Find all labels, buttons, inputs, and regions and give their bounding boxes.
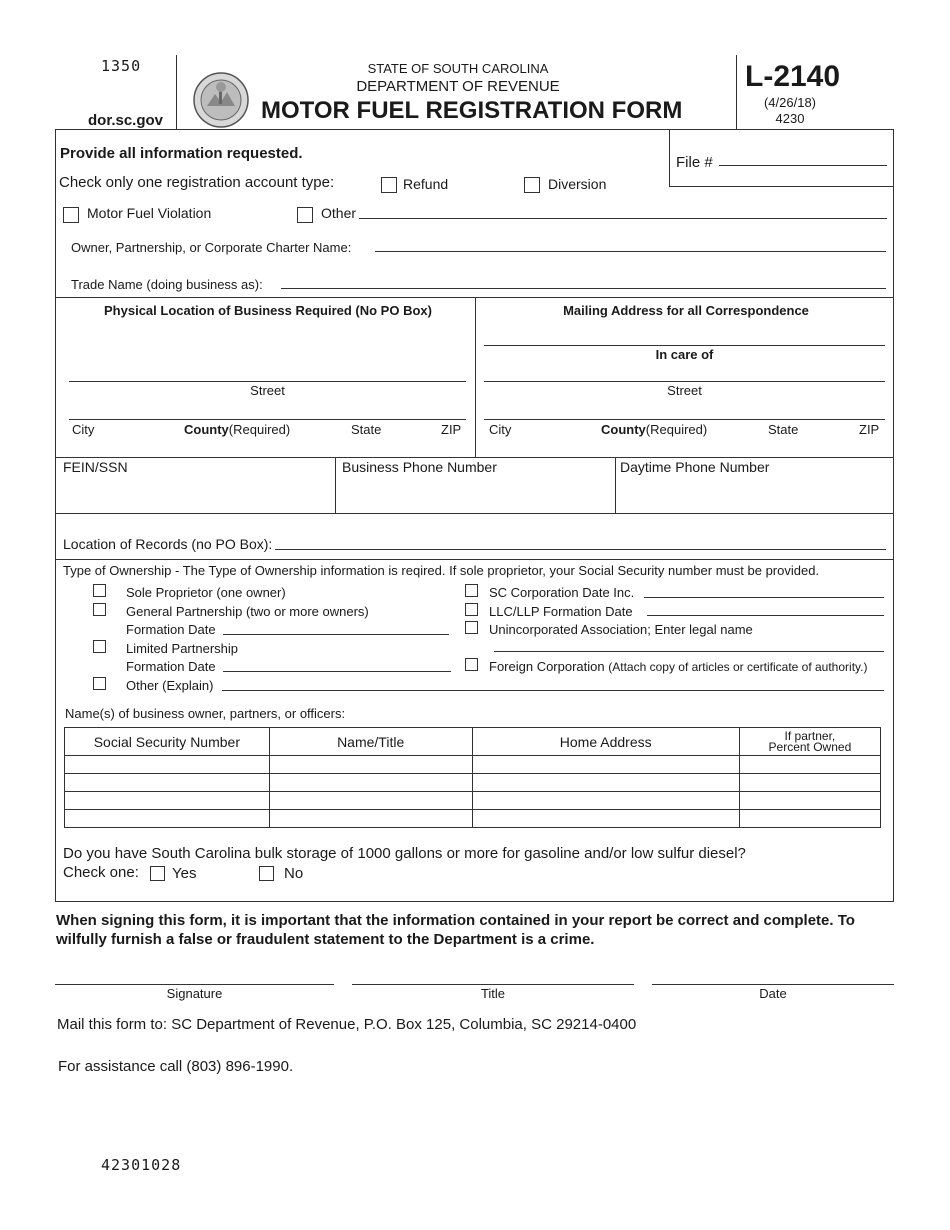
- foreign-corporation-text: Foreign Corporation: [489, 659, 605, 674]
- physical-street-label: Street: [250, 383, 285, 398]
- daytime-phone-label: Daytime Phone Number: [620, 459, 770, 475]
- unincorporated-checkbox[interactable]: [465, 621, 478, 634]
- general-partnership-label: General Partnership (two or more owners): [126, 604, 369, 619]
- llc-llp-checkbox[interactable]: [465, 603, 478, 616]
- col-percent-owned-header: [739, 728, 880, 756]
- table-row: [65, 774, 881, 792]
- sole-proprietor-label: Sole Proprietor (one owner): [126, 585, 286, 600]
- other-account-label: Other: [321, 205, 357, 221]
- ssn-cell[interactable]: [65, 774, 270, 792]
- id-divider-2: [615, 457, 616, 513]
- general-partnership-checkbox[interactable]: [93, 603, 106, 616]
- account-type-label: Check only one registration account type:: [59, 174, 335, 191]
- name-title-cell[interactable]: [269, 792, 472, 810]
- address-divider: [475, 297, 476, 457]
- header-divider-left: [176, 55, 177, 130]
- other-account-checkbox[interactable]: [297, 207, 313, 223]
- owner-name-label: Owner, Partnership, or Corporate Charter Name:: [71, 240, 352, 255]
- sole-proprietor-checkbox[interactable]: [93, 584, 106, 597]
- table-row: [65, 756, 881, 774]
- mail-to-text: Mail this form to: SC Department of Revenue, P.O. Box 125, Columbia, SC 29214-0400: [57, 1016, 637, 1033]
- physical-zip-label: ZIP: [441, 422, 462, 437]
- date-field[interactable]: [652, 984, 894, 985]
- business-phone-label: Business Phone Number: [342, 459, 497, 475]
- file-number-label: File #: [676, 154, 713, 171]
- mailing-city-field[interactable]: [484, 419, 885, 420]
- physical-county-label: [184, 422, 290, 437]
- date-label: Date: [759, 986, 787, 1001]
- form-code-top: 1350: [101, 57, 142, 75]
- barcode-number: 42301028: [101, 1156, 182, 1174]
- signature-field[interactable]: [55, 984, 334, 985]
- physical-state-label: State: [351, 422, 382, 437]
- mailing-street-label: Street: [667, 383, 702, 398]
- llc-llp-date-field[interactable]: [647, 615, 884, 616]
- other-ownership-label: Other (Explain): [126, 678, 214, 693]
- form-title: MOTOR FUEL REGISTRATION FORM: [261, 97, 683, 124]
- form-number: L-2140: [745, 60, 841, 93]
- other-ownership-checkbox[interactable]: [93, 677, 106, 690]
- percent-owned-cell[interactable]: [739, 810, 880, 828]
- title-label: Title: [480, 986, 506, 1001]
- trade-name-field[interactable]: [281, 288, 886, 289]
- state-seal-icon: [193, 72, 249, 128]
- in-care-of-field[interactable]: [484, 345, 885, 346]
- foreign-corporation-note: (Attach copy of articles or certificate of authority.): [608, 660, 868, 674]
- title-field[interactable]: [352, 984, 634, 985]
- llc-llp-label: LLC/LLP Formation Date: [489, 604, 633, 619]
- home-address-cell[interactable]: [472, 810, 739, 828]
- state-name: STATE OF SOUTH CAROLINA: [367, 61, 549, 76]
- ssn-cell[interactable]: [65, 792, 270, 810]
- refund-label: Refund: [403, 176, 449, 192]
- mailing-address-heading: Mailing Address for all Correspondence: [563, 303, 809, 318]
- table-row: [65, 810, 881, 828]
- owners-table-header-row: [65, 728, 881, 756]
- foreign-corporation-checkbox[interactable]: [465, 658, 478, 671]
- mailing-zip-label: ZIP: [859, 422, 880, 437]
- mailing-city-label: City: [489, 422, 512, 437]
- foreign-corporation-label: [489, 659, 867, 674]
- signature-warning: When signing this form, it is important that the information contained in your report be correct and complete. To wilfully furnish a false or fraudulent statement to the Department is a crime.: [56, 912, 855, 948]
- department-name: DEPARTMENT OF REVENUE: [356, 78, 560, 95]
- owners-table: [64, 727, 881, 828]
- name-title-cell[interactable]: [269, 774, 472, 792]
- col-name-title-header: Name/Title: [269, 728, 472, 756]
- assistance-text: For assistance call (803) 896-1990.: [58, 1058, 294, 1075]
- ownership-top-rule: [55, 559, 894, 560]
- physical-city-field[interactable]: [69, 419, 466, 420]
- physical-county-text: County: [184, 422, 229, 437]
- id-row-bottom-rule: [55, 513, 894, 514]
- refund-checkbox[interactable]: [381, 177, 397, 193]
- in-care-of-label: In care of: [655, 347, 714, 362]
- unincorporated-label: Unincorporated Association; Enter legal name: [489, 622, 753, 637]
- bulk-yes-label: Yes: [172, 865, 197, 882]
- col-home-address-header: Home Address: [472, 728, 739, 756]
- revision-date: (4/26/18): [763, 95, 817, 110]
- general-formation-date-label: Formation Date: [126, 622, 216, 637]
- general-formation-date-field[interactable]: [223, 634, 449, 635]
- sc-corporation-date-field[interactable]: [644, 597, 884, 598]
- mailing-county-label: [601, 422, 707, 437]
- physical-county-required: (Required): [228, 422, 291, 437]
- percent-owned-line2: Percent Owned: [768, 739, 852, 754]
- table-row: [65, 792, 881, 810]
- provide-all-text: Provide all information requested.: [60, 145, 303, 162]
- mailing-county-text: County: [601, 422, 646, 437]
- percent-owned-line1: If partner,: [784, 728, 836, 743]
- check-one-label: Check one:: [63, 864, 139, 881]
- bulk-no-checkbox[interactable]: [259, 866, 274, 881]
- diversion-label: Diversion: [548, 176, 607, 192]
- fein-ssn-label: FEIN/SSN: [63, 459, 128, 475]
- owner-name-field[interactable]: [375, 251, 886, 252]
- records-location-label: Location of Records (no PO Box):: [63, 536, 273, 552]
- trade-name-label: Trade Name (doing business as):: [71, 277, 263, 292]
- home-address-cell[interactable]: [472, 756, 739, 774]
- percent-owned-cell[interactable]: [739, 792, 880, 810]
- id-divider-1: [335, 457, 336, 513]
- other-ownership-field[interactable]: [222, 690, 884, 691]
- ownership-intro: Type of Ownership - The Type of Ownership information is reqired. If sole proprietor, your Social Security number must be provided.: [63, 563, 820, 578]
- id-row-top-rule: [55, 457, 894, 458]
- file-number-field[interactable]: [719, 165, 887, 166]
- ssn-cell[interactable]: [65, 810, 270, 828]
- website: dor.sc.gov: [88, 112, 164, 129]
- percent-owned-cell[interactable]: [739, 756, 880, 774]
- name-title-cell[interactable]: [269, 810, 472, 828]
- unincorporated-name-field[interactable]: [494, 651, 884, 652]
- bulk-yes-checkbox[interactable]: [150, 866, 165, 881]
- limited-formation-date-field[interactable]: [223, 671, 451, 672]
- name-title-cell[interactable]: [269, 756, 472, 774]
- home-address-cell[interactable]: [472, 792, 739, 810]
- owners-table-label: Name(s) of business owner, partners, or officers:: [65, 706, 346, 721]
- limited-formation-date-label: Formation Date: [126, 659, 216, 674]
- percent-owned-cell[interactable]: [739, 774, 880, 792]
- mailing-county-required: (Required): [645, 422, 708, 437]
- limited-partnership-checkbox[interactable]: [93, 640, 106, 653]
- sc-corporation-checkbox[interactable]: [465, 584, 478, 597]
- physical-city-label: City: [72, 422, 95, 437]
- other-account-field[interactable]: [359, 218, 887, 219]
- form-code: 4230: [775, 111, 805, 126]
- sc-corporation-label: SC Corporation Date Inc.: [489, 585, 635, 600]
- bulk-no-label: No: [284, 865, 304, 882]
- diversion-checkbox[interactable]: [524, 177, 540, 193]
- motor-fuel-violation-label: Motor Fuel Violation: [87, 205, 212, 221]
- records-location-field[interactable]: [275, 549, 886, 550]
- bulk-storage-question: Do you have South Carolina bulk storage of 1000 gallons or more for gasoline and/or low sulfur diesel?: [63, 845, 746, 862]
- physical-location-heading: Physical Location of Business Required (No PO Box): [104, 303, 432, 318]
- signature-label: Signature: [166, 986, 223, 1001]
- limited-partnership-label: Limited Partnership: [126, 641, 238, 656]
- col-ssn-header: Social Security Number: [65, 728, 270, 756]
- motor-fuel-violation-checkbox[interactable]: [63, 207, 79, 223]
- physical-street-field[interactable]: [69, 381, 466, 382]
- mailing-state-label: State: [768, 422, 799, 437]
- header-divider-right: [736, 55, 737, 130]
- ssn-cell[interactable]: [65, 756, 270, 774]
- home-address-cell[interactable]: [472, 774, 739, 792]
- mailing-street-field[interactable]: [484, 381, 885, 382]
